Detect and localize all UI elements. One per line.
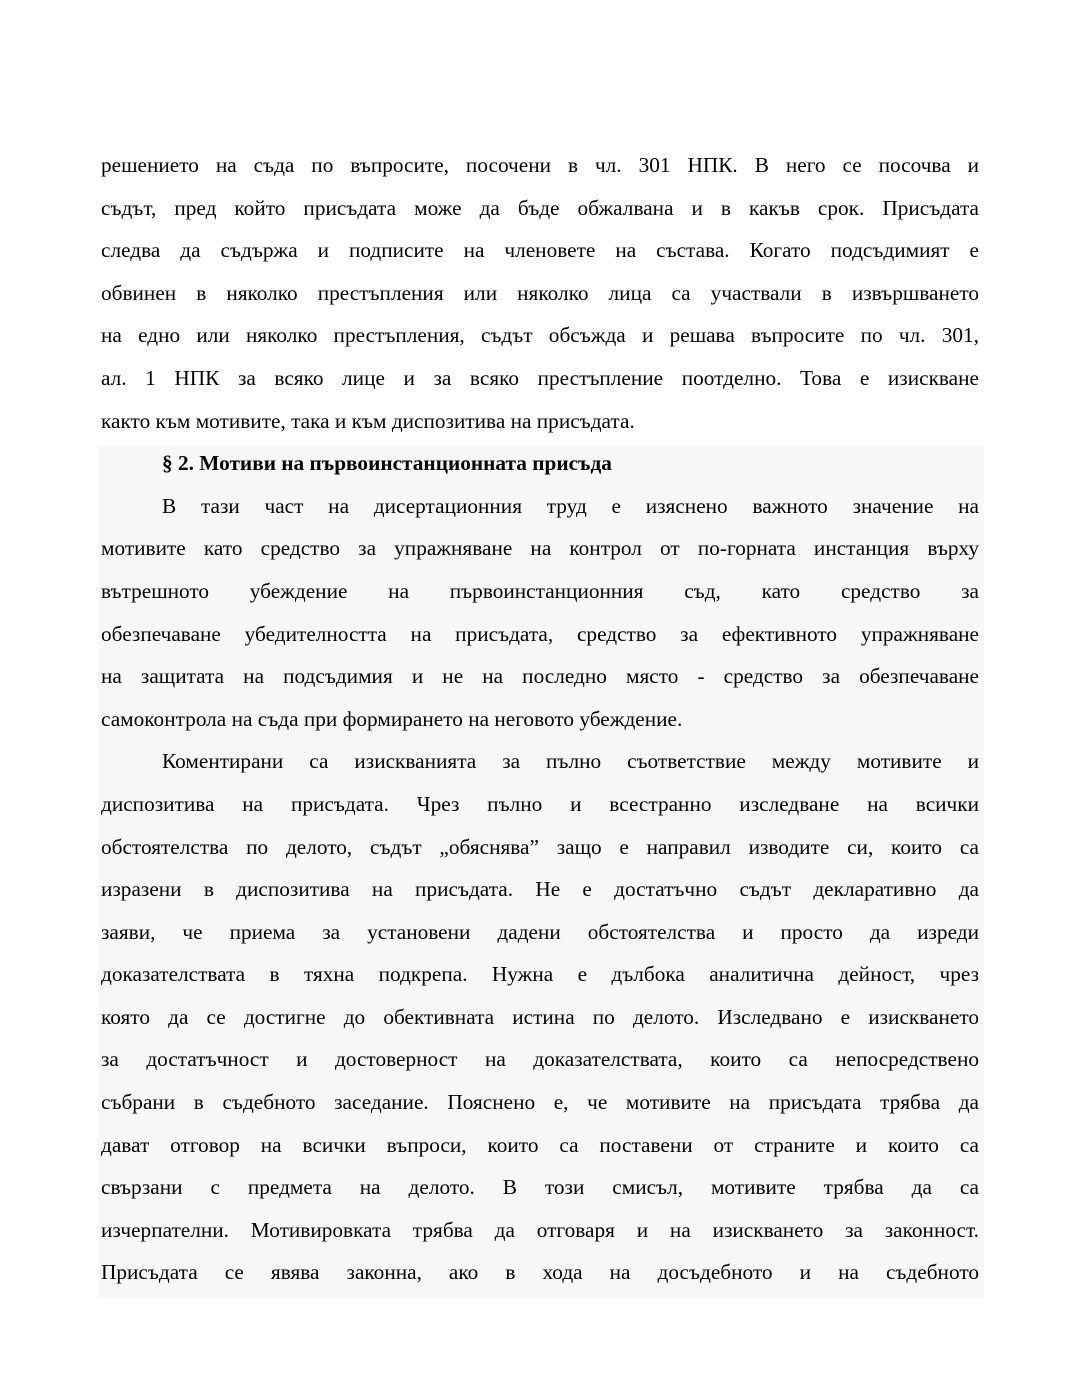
text-line: решението на съда по въпросите, посочени в чл. 301 НПК. В него се посочва и <box>101 153 979 177</box>
text-line: на защитата на подсъдимия и не на последно място - средство за обезпечаване <box>101 664 979 689</box>
paragraph-motives-requirements <box>101 740 979 1294</box>
text-line: В тази част на дисертационния труд е изяснено важното значение на <box>162 493 979 518</box>
document-body <box>101 144 979 1294</box>
text-line: изразени в диспозитива на присъдата. Не е достатъчно съдът декларативно да <box>101 877 979 902</box>
text-line: свързани с предмета на делото. В този смисъл, мотивите трябва да са <box>101 1175 979 1200</box>
paragraph-motives-significance <box>101 485 979 741</box>
text-line: за достатъчност и достоверност на доказателствата, които са непосредствено <box>101 1047 979 1072</box>
text-line: диспозитива на присъдата. Чрез пълно и всестранно изследване на всички <box>101 791 979 816</box>
text-line: доказателствата в тяхна подкрепа. Нужна е дълбока аналитична дейност, чрез <box>101 962 979 987</box>
text-line: събрани в съдебното заседание. Пояснено е, че мотивите на присъдата трябва да <box>101 1090 979 1115</box>
paragraph-requirements <box>101 144 979 442</box>
text-line: самоконтрола на съда при формирането на неговото убеждение. <box>101 706 683 731</box>
section-heading: § 2. Мотиви на първоинстанционната присъда <box>162 451 612 476</box>
text-line: обстоятелства по делото, съдът „обяснява” защо е направил изводите си, които са <box>101 834 979 859</box>
text-line: изчерпателни. Мотивировката трябва да отговаря и на изискването за законност. <box>101 1217 979 1242</box>
text-line: съдът, пред който присъдата може да бъде обжалвана и в какъв срок. Присъдата <box>101 195 979 220</box>
text-line: заяви, че приема за установени дадени обстоятелства и просто да изреди <box>101 919 979 944</box>
text-line: Коментирани са изискванията за пълно съответствие между мотивите и <box>162 749 979 774</box>
text-line: на едно или няколко престъпления, съдът обсъжда и решава въпросите по чл. 301, <box>101 323 979 348</box>
text-line: следва да съдържа и подписите на членовете на състава. Когато подсъдимият е <box>101 238 979 263</box>
text-line: както към мотивите, така и към диспозитива на присъдата. <box>101 408 635 433</box>
text-line: дават отговор на всички въпроси, които са поставени от страните и които са <box>101 1132 979 1157</box>
text-line: Присъдата се явява законна, ако в хода на досъдебното и на съдебното <box>101 1260 979 1285</box>
text-line: ал. 1 НПК за всяко лице и за всяко престъпление поотделно. Това е изискване <box>101 365 979 390</box>
text-line: обезпечаване убедителността на присъдата, средство за ефективното упражняване <box>101 621 979 646</box>
text-line: мотивите като средство за упражняване на контрол от по-горната инстанция върху <box>101 536 979 561</box>
text-line: обвинен в няколко престъпления или няколко лица са участвали в извършването <box>101 280 979 305</box>
text-line: вътрешното убеждение на първоинстанционния съд, като средство за <box>101 578 979 603</box>
text-line: която да се достигне до обективната истина по делото. Изследвано е изискването <box>101 1004 979 1029</box>
